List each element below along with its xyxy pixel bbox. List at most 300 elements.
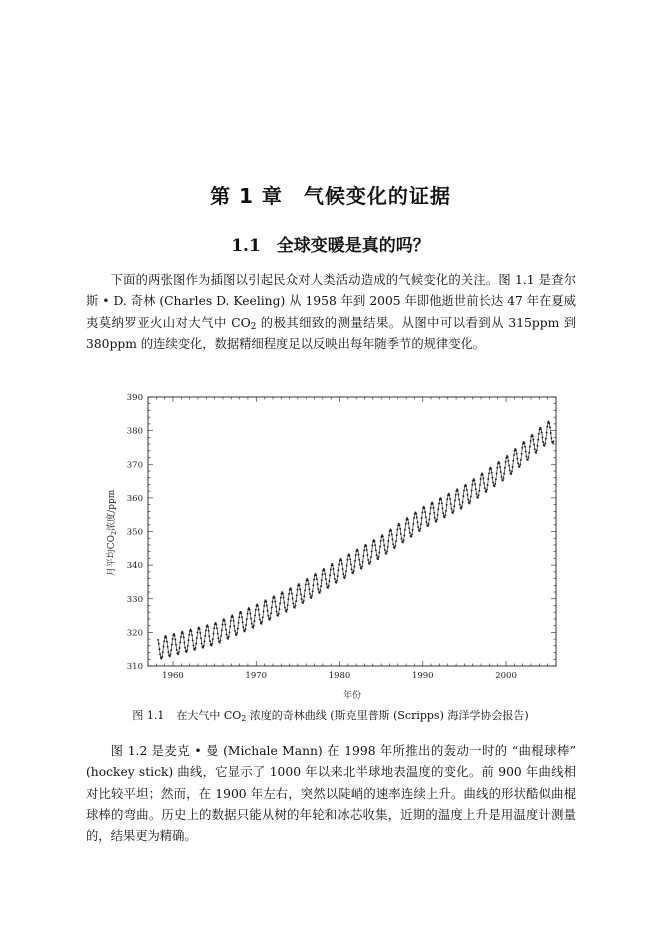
- y-tick-label: 380: [126, 426, 143, 437]
- y-tick-label: 360: [126, 493, 143, 504]
- co2-data-point: [250, 618, 252, 620]
- co2-data-point: [549, 427, 551, 429]
- co2-data-point: [179, 647, 181, 649]
- co2-data-point: [383, 539, 385, 541]
- co2-data-point: [249, 609, 251, 611]
- co2-data-point: [353, 570, 355, 572]
- co2-data-point: [509, 469, 511, 471]
- co2-data-point: [371, 545, 373, 547]
- co2-data-point: [392, 539, 394, 541]
- co2-data-point: [352, 572, 354, 574]
- co2-data-point: [482, 474, 484, 476]
- co2-data-point: [267, 610, 269, 612]
- co2-data-point: [465, 485, 467, 487]
- co2-data-point: [426, 521, 428, 523]
- co2-data-point: [419, 530, 421, 532]
- paragraph-intro-text-1: 下面的两张图作为插图以引起民众对人类活动造成的气候变化的关注。图 1.1 是查尔斯 • D. 奇林 (Charles D. Keeling) 从 1958 年到 2005 年即他逝世前长达 47 年在夏威夷莫纳罗亚火山对大气中 CO: [86, 273, 576, 330]
- co2-data-point: [278, 608, 280, 610]
- co2-data-point: [442, 512, 444, 514]
- co2-data-point: [257, 605, 259, 607]
- co2-data-point: [516, 453, 518, 455]
- co2-data-point: [417, 521, 419, 523]
- co2-data-point: [225, 629, 227, 631]
- co2-data-point: [546, 432, 548, 434]
- co2-data-point: [361, 565, 363, 567]
- co2-data-point: [175, 644, 177, 646]
- co2-data-point: [396, 534, 398, 536]
- co2-data-point: [451, 508, 453, 510]
- co2-data-point: [479, 484, 481, 486]
- co2-data-point: [457, 494, 459, 496]
- co2-data-point: [496, 467, 498, 469]
- co2-data-point: [172, 638, 174, 640]
- co2-data-point: [482, 477, 484, 479]
- y-tick-label: 320: [126, 628, 143, 639]
- co2-data-point: [470, 496, 472, 498]
- co2-data-point: [219, 642, 221, 644]
- co2-data-point: [346, 564, 348, 566]
- co2-data-point: [545, 438, 547, 440]
- keeling-curve-chart: [96, 385, 566, 705]
- co2-data-point: [358, 559, 360, 561]
- co2-data-point: [238, 622, 240, 624]
- co2-data-point: [504, 467, 506, 469]
- co2-data-point: [327, 587, 329, 589]
- co2-data-point: [300, 593, 302, 595]
- co2-data-point: [417, 526, 419, 528]
- x-tick-label: 2000: [495, 671, 517, 681]
- co2-data-point: [421, 517, 423, 519]
- co2-data-point: [329, 574, 331, 576]
- co2-data-point: [510, 473, 512, 475]
- co2-data-point: [380, 540, 382, 542]
- co2-data-point: [170, 654, 172, 656]
- co2-data-point: [285, 611, 287, 613]
- co2-data-point: [494, 485, 496, 487]
- co2-data-point: [536, 450, 538, 452]
- co2-data-point: [355, 554, 357, 556]
- co2-data-point: [311, 595, 313, 597]
- co2-data-point: [525, 451, 527, 453]
- co2-data-point: [337, 575, 339, 577]
- co2-data-point: [263, 610, 265, 612]
- co2-data-point: [362, 555, 364, 557]
- co2-data-point: [378, 551, 380, 553]
- co2-data-point: [344, 575, 346, 577]
- co2-data-point: [434, 517, 436, 519]
- co2-data-point: [312, 584, 314, 586]
- co2-data-point: [413, 517, 415, 519]
- co2-data-point: [270, 612, 272, 614]
- co2-data-point: [208, 630, 210, 632]
- co2-data-point: [321, 574, 323, 576]
- co2-data-point: [427, 525, 429, 527]
- co2-data-point: [317, 583, 319, 585]
- co2-data-point: [307, 579, 309, 581]
- co2-data-point: [446, 504, 448, 506]
- co2-data-point: [550, 437, 552, 439]
- co2-data-point: [513, 454, 515, 456]
- co2-data-point: [503, 477, 505, 479]
- co2-data-point: [167, 651, 169, 653]
- co2-data-point: [444, 514, 446, 516]
- y-tick-label: 340: [126, 561, 143, 572]
- co2-data-point: [260, 623, 262, 625]
- co2-data-point: [319, 592, 321, 594]
- co2-data-point: [308, 588, 310, 590]
- co2-data-point: [219, 639, 221, 641]
- co2-data-point: [408, 527, 410, 529]
- figure-caption-number: 图 1.1: [132, 709, 165, 722]
- co2-data-point: [328, 580, 330, 582]
- co2-data-point: [466, 489, 468, 491]
- paragraph-intro-subscript: 2: [250, 321, 257, 332]
- co2-data-point: [183, 636, 185, 638]
- paragraph-hockey-stick: 图 1.2 是麦克 • 曼 (Michale Mann) 在 1998 年所推出的轰动一时的 “曲棍球棒” (hockey stick) 曲线，它显示了 1000 年以来北半球地表温度的变化。前 900 年曲线相对比较平坦；然而，在 1900 年左右，突然以陡峭的速率连续上升。曲线的形状酷似曲棍球棒的弯曲。历史上的数据只能从树的年轮和冰芯收集，近期的温度上升是用温度计测量的，结果更为精确。: [86, 744, 576, 844]
- co2-data-point: [429, 513, 431, 515]
- co2-data-point: [202, 647, 204, 649]
- co2-data-point: [217, 637, 219, 639]
- co2-data-point: [515, 449, 517, 451]
- co2-data-point: [484, 487, 486, 489]
- co2-data-point: [179, 641, 181, 643]
- co2-data-point: [291, 593, 293, 595]
- co2-data-point: [215, 623, 217, 625]
- co2-data-point: [471, 490, 473, 492]
- co2-data-point: [244, 630, 246, 632]
- co2-data-point: [433, 512, 435, 514]
- co2-data-point: [294, 605, 296, 607]
- co2-data-point: [394, 547, 396, 549]
- co2-data-point: [437, 508, 439, 510]
- co2-data-point: [553, 440, 555, 442]
- co2-data-point: [455, 494, 457, 496]
- co2-data-point: [182, 632, 184, 634]
- co2-data-point: [463, 490, 465, 492]
- co2-data-point: [529, 446, 531, 448]
- co2-data-point: [382, 536, 384, 538]
- co2-data-point: [421, 511, 423, 513]
- co2-data-point: [255, 609, 257, 611]
- plot-frame: [148, 397, 556, 666]
- co2-data-point: [187, 645, 189, 647]
- co2-data-point: [524, 446, 526, 448]
- co2-data-point: [528, 452, 530, 454]
- co2-data-point: [274, 597, 276, 599]
- co2-data-point: [258, 609, 260, 611]
- co2-data-point: [242, 626, 244, 628]
- co2-data-point: [532, 435, 534, 437]
- y-tick-label: 370: [126, 460, 143, 471]
- co2-data-point: [403, 539, 405, 541]
- co2-data-point: [312, 590, 314, 592]
- co2-data-point: [276, 611, 278, 613]
- co2-data-point: [384, 549, 386, 551]
- co2-data-point: [213, 633, 215, 635]
- co2-data-point: [477, 497, 479, 499]
- section-number: 1.1: [231, 236, 261, 256]
- co2-data-point: [233, 625, 235, 627]
- co2-data-point: [485, 491, 487, 493]
- co2-data-point: [297, 589, 299, 591]
- co2-data-point: [325, 578, 327, 580]
- co2-data-point: [199, 632, 201, 634]
- co2-data-point: [436, 519, 438, 521]
- co2-data-point: [367, 559, 369, 561]
- co2-data-point: [234, 630, 236, 632]
- co2-data-point: [161, 658, 163, 660]
- co2-data-point: [333, 573, 335, 575]
- co2-data-point: [498, 462, 500, 464]
- co2-data-point: [253, 620, 255, 622]
- co2-data-point: [533, 444, 535, 446]
- co2-data-point: [204, 641, 206, 643]
- co2-data-point: [169, 655, 171, 657]
- figure-caption-subscript: 2: [241, 713, 247, 723]
- co2-data-point: [266, 605, 268, 607]
- co2-data-point: [433, 507, 435, 509]
- co2-data-point: [537, 439, 539, 441]
- keeling-curve-figure: [96, 385, 566, 705]
- co2-data-point: [503, 473, 505, 475]
- x-tick-label: 1970: [245, 671, 268, 681]
- co2-data-point: [178, 651, 180, 653]
- co2-data-point: [403, 535, 405, 537]
- co2-data-point: [486, 489, 488, 491]
- co2-data-point: [525, 455, 527, 457]
- co2-data-point: [203, 645, 205, 647]
- x-tick-label: 1990: [411, 671, 434, 681]
- co2-data-point: [184, 647, 186, 649]
- co2-data-point: [221, 629, 223, 631]
- co2-data-point: [369, 561, 371, 563]
- co2-data-point: [336, 580, 338, 582]
- co2-data-point: [467, 499, 469, 501]
- co2-data-point: [467, 494, 469, 496]
- y-axis-label: [105, 489, 118, 576]
- co2-data-point: [432, 503, 434, 505]
- co2-data-point: [165, 637, 167, 639]
- co2-data-point: [271, 606, 273, 608]
- y-tick-label: 390: [126, 393, 143, 403]
- co2-data-point: [244, 628, 246, 630]
- co2-data-point: [249, 612, 251, 614]
- co2-data-point: [494, 483, 496, 485]
- co2-data-point: [459, 504, 461, 506]
- co2-data-point: [246, 618, 248, 620]
- co2-data-point: [496, 472, 498, 474]
- co2-data-point: [212, 638, 214, 640]
- co2-data-point: [419, 528, 421, 530]
- co2-data-point: [186, 649, 188, 651]
- co2-data-point: [512, 466, 514, 468]
- co2-data-point: [328, 585, 330, 587]
- co2-data-point: [207, 626, 209, 628]
- co2-data-point: [377, 558, 379, 560]
- co2-data-point: [341, 563, 343, 565]
- co2-data-point: [295, 600, 297, 602]
- chart-ticks: [127, 393, 556, 681]
- co2-data-point: [527, 459, 529, 461]
- co2-data-point: [469, 502, 471, 504]
- co2-data-point: [330, 569, 332, 571]
- co2-data-point: [548, 422, 550, 424]
- co2-data-point: [359, 564, 361, 566]
- co2-data-point: [162, 651, 164, 653]
- co2-data-point: [174, 639, 176, 641]
- co2-data-point: [478, 490, 480, 492]
- co2-data-point: [478, 494, 480, 496]
- co2-data-point: [351, 568, 353, 570]
- co2-data-point: [161, 656, 163, 658]
- co2-data-point: [342, 568, 344, 570]
- co2-data-point: [205, 629, 207, 631]
- co2-data-point: [230, 620, 232, 622]
- co2-data-point: [229, 631, 231, 633]
- co2-data-point: [505, 461, 507, 463]
- co2-data-point: [158, 648, 160, 650]
- co2-data-point: [313, 579, 315, 581]
- co2-data-point: [401, 538, 403, 540]
- co2-data-point: [216, 627, 218, 629]
- co2-data-point: [444, 516, 446, 518]
- co2-data-point: [535, 452, 537, 454]
- co2-data-point: [258, 614, 260, 616]
- co2-data-point: [399, 524, 401, 526]
- co2-data-point: [461, 506, 463, 508]
- y-axis-label-text-2: 浓度/ppm: [107, 489, 117, 531]
- co2-data-point: [224, 624, 226, 626]
- co2-data-point: [346, 559, 348, 561]
- co2-data-point: [332, 564, 334, 566]
- co2-data-point: [471, 484, 473, 486]
- co2-data-point: [520, 459, 522, 461]
- co2-data-point: [453, 505, 455, 507]
- co2-data-point: [240, 612, 242, 614]
- co2-data-point: [396, 529, 398, 531]
- co2-data-point: [392, 543, 394, 545]
- y-tick-label: 330: [126, 594, 143, 605]
- co2-data-point: [195, 643, 197, 645]
- co2-data-point: [402, 541, 404, 543]
- x-axis-label: 年份: [342, 691, 362, 701]
- co2-data-point: [188, 639, 190, 641]
- co2-data-point: [301, 598, 303, 600]
- co2-data-point: [445, 510, 447, 512]
- co2-data-point: [254, 614, 256, 616]
- co2-data-point: [269, 619, 271, 621]
- co2-data-point: [469, 500, 471, 502]
- co2-data-point: [274, 601, 276, 603]
- co2-data-point: [158, 643, 160, 645]
- co2-data-point: [390, 530, 392, 532]
- co2-data-point: [287, 598, 289, 600]
- co2-data-point: [452, 512, 454, 514]
- co2-data-point: [288, 593, 290, 595]
- co2-data-point: [521, 447, 523, 449]
- co2-data-point: [224, 620, 226, 622]
- co2-data-point: [303, 595, 305, 597]
- co2-data-point: [523, 442, 525, 444]
- y-tick-label: 310: [126, 662, 143, 672]
- co2-data-point: [191, 634, 193, 636]
- co2-data-point: [349, 555, 351, 557]
- co2-data-point: [544, 445, 546, 447]
- co2-data-point: [462, 501, 464, 503]
- co2-data-point: [541, 432, 543, 434]
- co2-data-point: [440, 499, 442, 501]
- co2-data-point: [177, 653, 179, 655]
- co2-data-point: [183, 642, 185, 644]
- co2-data-point: [512, 460, 514, 462]
- co2-data-point: [229, 626, 231, 628]
- co2-data-point: [544, 442, 546, 444]
- x-tick-label: 1960: [162, 671, 184, 681]
- co2-data-point: [448, 494, 450, 496]
- co2-data-point: [344, 577, 346, 579]
- co2-data-point: [237, 628, 239, 630]
- co2-data-point: [310, 597, 312, 599]
- co2-data-point: [501, 476, 503, 478]
- co2-data-point: [405, 523, 407, 525]
- co2-data-point: [263, 605, 265, 607]
- co2-data-point: [388, 534, 390, 536]
- co2-data-point: [342, 573, 344, 575]
- co2-data-point: [542, 441, 544, 443]
- co2-data-point: [530, 440, 532, 442]
- co2-data-point: [261, 621, 263, 623]
- co2-data-point: [495, 478, 497, 480]
- figure-caption: [0, 707, 661, 723]
- co2-data-point: [200, 637, 202, 639]
- co2-data-point: [333, 568, 335, 570]
- co2-data-point: [374, 544, 376, 546]
- co2-data-point: [294, 607, 296, 609]
- co2-data-point: [358, 554, 360, 556]
- co2-data-point: [354, 560, 356, 562]
- co2-data-point: [379, 546, 381, 548]
- co2-data-point: [302, 602, 304, 604]
- co2-data-point: [480, 478, 482, 480]
- co2-data-point: [441, 502, 443, 504]
- co2-data-point: [487, 478, 489, 480]
- co2-data-point: [315, 574, 317, 576]
- co2-data-point: [357, 550, 359, 552]
- co2-data-point: [251, 623, 253, 625]
- co2-data-point: [287, 604, 289, 606]
- co2-data-point: [280, 597, 282, 599]
- co2-data-point: [208, 635, 210, 637]
- co2-data-point: [228, 636, 230, 638]
- co2-data-point: [269, 617, 271, 619]
- co2-data-point: [362, 561, 364, 563]
- co2-data-point: [238, 616, 240, 618]
- figure-caption-text-1: 在大气中 CO: [176, 709, 242, 722]
- co2-data-point: [222, 624, 224, 626]
- paragraph-intro-text-2: 的极其细致的测量结果。从图中可以看到从 315ppm 到 380ppm 的连续变化，数据精细程度足以反映出每年随季节的规律变化。: [86, 315, 576, 351]
- co2-data-point: [376, 554, 378, 556]
- co2-data-point: [217, 632, 219, 634]
- co2-data-point: [528, 457, 530, 459]
- co2-data-point: [303, 600, 305, 602]
- co2-data-point: [308, 583, 310, 585]
- co2-data-point: [340, 559, 342, 561]
- co2-data-point: [157, 639, 159, 641]
- chart-axes: [148, 397, 556, 666]
- section-heading-text: 全球变暖是真的吗？: [276, 236, 430, 256]
- co2-data-point: [408, 522, 410, 524]
- paragraph-intro: [86, 270, 576, 355]
